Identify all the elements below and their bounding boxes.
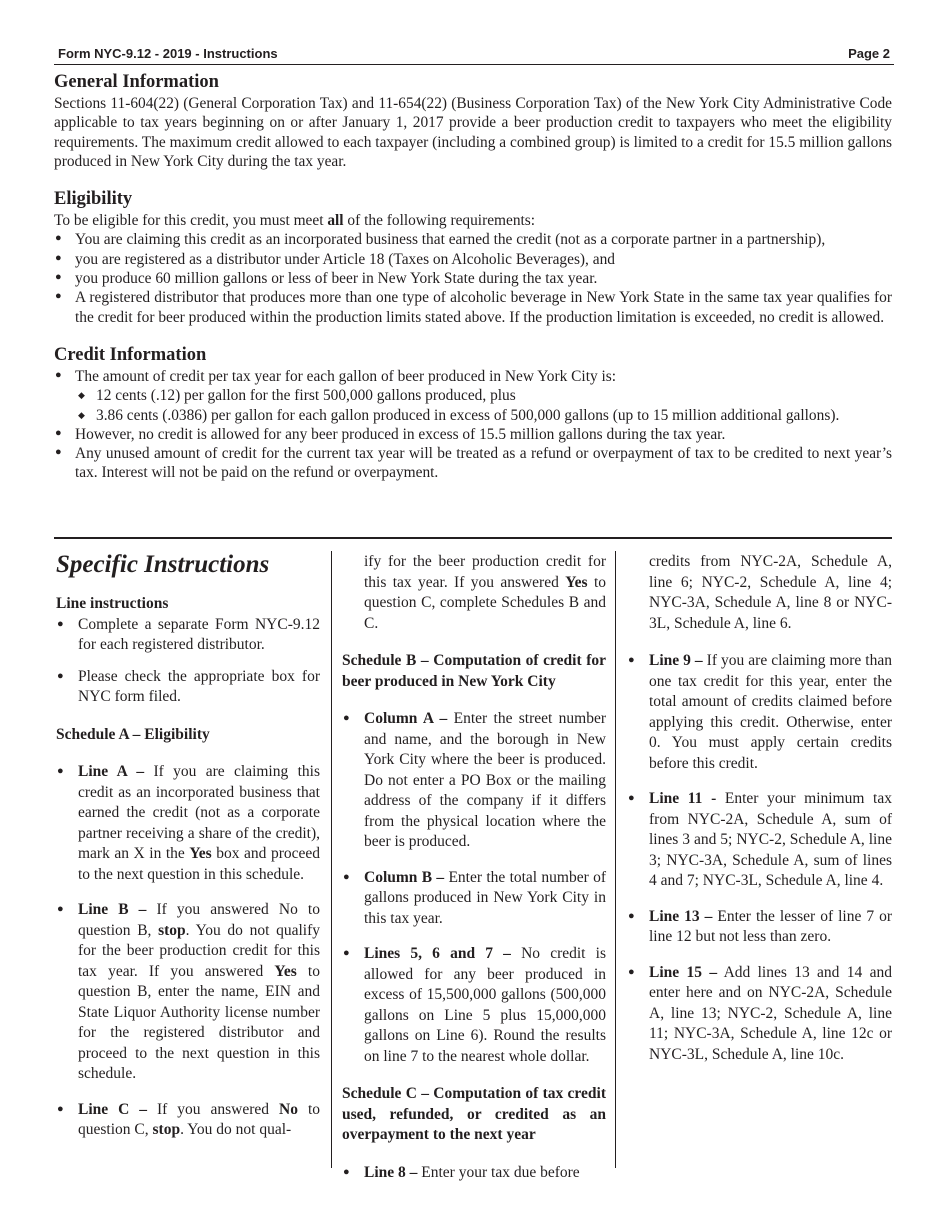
top-section	[54, 70, 892, 483]
line-c-item: ● Line C – If you answered No to question C, stop. You do not qual-	[56, 1100, 320, 1141]
list-item: ● Please check the appropriate box for NYC form filed.	[56, 667, 320, 708]
credit-list	[54, 367, 892, 483]
general-information-heading: General Information	[54, 72, 219, 92]
column-b-item: ● Column B – Enter the total number of gallons produced in New York City in this tax year.	[342, 868, 606, 930]
list-item: ◆ 12 cents (.12) per gallon for the first 500,000 gallons produced, plus	[75, 386, 892, 405]
list-item: ● Any unused amount of credit for the current tax year will be treated as a refund or overpayment of tax to be credited to next year’s tax. Interest will not be paid on the refund or overpayment.	[54, 444, 892, 483]
list-item: ● you produce 60 million gallons or less of beer in New York State during the tax year.	[54, 269, 892, 288]
column-divider	[331, 551, 332, 1168]
lines-5-6-7-item: ● Lines 5, 6 and 7 – No credit is allowed for any beer produced in excess of 15,500,000 gallons (500,000 gallons on Line 5 plus 15,000,000 gallons on Line 6). Round the results on line 7 to the nearest whole dollar.	[342, 944, 606, 1067]
list-item: ● You are claiming this credit as an incorporated business that earned the credit (not as a corporate partner in a partnership),	[54, 230, 892, 249]
schedule-b-heading: Schedule B – Computation of credit for beer produced in New York City	[342, 652, 606, 690]
credit-information-heading: Credit Information	[54, 344, 207, 365]
list-item: ● A registered distributor that produces more than one type of alcoholic beverage in New York State in the same tax year qualifies for the credit for beer produced within the production limits stated above. If the production limitation is exceeded, no credit is allowed.	[54, 288, 892, 327]
page-number: Page 2	[848, 46, 890, 61]
column-3	[627, 552, 892, 1065]
column-1	[56, 552, 320, 1141]
list-item: ● However, no credit is allowed for any beer produced in excess of 15.5 million gallons during the tax year.	[54, 425, 892, 444]
schedule-c-heading: Schedule C – Computation of tax credit used, refunded, or credited as an overpayment to the next year	[342, 1085, 606, 1143]
specific-instructions-title: Specific Instructions	[56, 551, 270, 578]
schedule-b-list	[342, 709, 606, 1067]
list-item: ◆ 3.86 cents (.0386) per gallon for each gallon produced in excess of 500,000 gallons (up to 15 million additional gallons).	[75, 406, 892, 425]
form-title: Form NYC-9.12 - 2019 - Instructions	[58, 46, 278, 61]
line-8-item: ● Line 8 – Enter your tax due before	[342, 1163, 606, 1184]
column-divider	[615, 551, 616, 1168]
line-13-item: ● Line 13 – Enter the lesser of line 7 or line 12 but not less than zero.	[627, 907, 892, 948]
credit-section	[54, 343, 892, 483]
schedule-a-list	[56, 762, 320, 1141]
column-a-item: ● Column A – Enter the street number and name, and the borough in New York City where the beer is produced. Do not enter a PO Box or the mailing address of the company if it differs from the physical location where the beer is produced.	[342, 709, 606, 853]
schedule-c-list	[342, 1163, 606, 1184]
column-2	[342, 552, 606, 1183]
eligibility-section	[54, 187, 892, 327]
line-instructions-heading: Line instructions	[56, 595, 169, 612]
credit-sublist	[75, 386, 892, 425]
schedule-c-list-continued	[627, 651, 892, 1065]
eligibility-list	[54, 230, 892, 326]
line-9-item: ● Line 9 – If you are claiming more than one tax credit for this year, enter the total amount of credits claimed before applying this credit. Otherwise, enter 0. You must apply certain credits before this credit.	[627, 651, 892, 774]
general-information-text: Sections 11-604(22) (General Corporation Tax) and 11-654(22) (Business Corporation Tax) of the New York City Administrative Code applicable to tax years beginning on or after January 1, 2017 provide a beer production credit to taxpayers who meet the eligibility requirements. The maximum credit allowed to each taxpayer (including a combined group) is limited to a credit for 15.5 million gallons produced in New York City during the tax year.	[54, 95, 892, 170]
line-8-continued: credits from NYC-2A, Schedule A, line 6; NYC-2, Schedule A, line 4; NYC-3A, Schedule A, line 8 or NYC-3L, Schedule A, line 6.	[649, 553, 892, 632]
list-item: ● Complete a separate Form NYC-9.12 for each registered distributor.	[56, 615, 320, 656]
page-header	[54, 46, 894, 65]
eligibility-intro: To be eligible for this credit, you must meet all of the following requirements:	[54, 212, 536, 230]
list-item: ● you are registered as a distributor under Article 18 (Taxes on Alcoholic Beverages), and	[54, 250, 892, 269]
eligibility-heading: Eligibility	[54, 189, 133, 210]
line-b-item: ● Line B – If you answered No to question B, stop. You do not qualify for the beer production credit for this tax year. If you answered Yes to question B, enter the name, EIN and State Liquor Authority license number for the registered distributor and proceed to the next question in this schedule.	[56, 900, 320, 1085]
section-divider	[54, 537, 892, 539]
line-instructions-list	[56, 615, 320, 708]
line-11-item: ● Line 11 - Enter your minimum tax from NYC-2A, Schedule A, sum of lines 3 and 5; NYC-2, Schedule A, line 3; NYC-3A, Schedule A, sum of lines 4 and 7; NYC-3L, Schedule A, line 4.	[627, 789, 892, 892]
schedule-a-heading: Schedule A – Eligibility	[56, 725, 210, 743]
line-c-continued: ify for the beer production credit for this tax year. If you answered Yes to question C, complete Schedules B and C.	[364, 553, 606, 632]
line-a-item: ● Line A – If you are claiming this credit as an incorporated business that earned the credit (not as a corporate partner receiving a share of the credit), mark an X in the Yes box and proceed to the next question in this schedule.	[56, 762, 320, 885]
list-item: ● The amount of credit per tax year for each gallon of beer produced in New York City is: ◆ 12 cents (.12) per gallon for the first 500,000 gallons produced, plus ◆ 3.86 cents (.0386) per gallon for each gallon produced in excess of 500,000 gallons (up to 15 million additional gallons).	[54, 367, 892, 425]
line-15-item: ● Line 15 – Add lines 13 and 14 and enter here and on NYC-2A, Schedule A, line 13; NYC-2, Schedule A, line 11; NYC-3A, Schedule A, line 12c or NYC-3L, Schedule A, line 10c.	[627, 963, 892, 1066]
